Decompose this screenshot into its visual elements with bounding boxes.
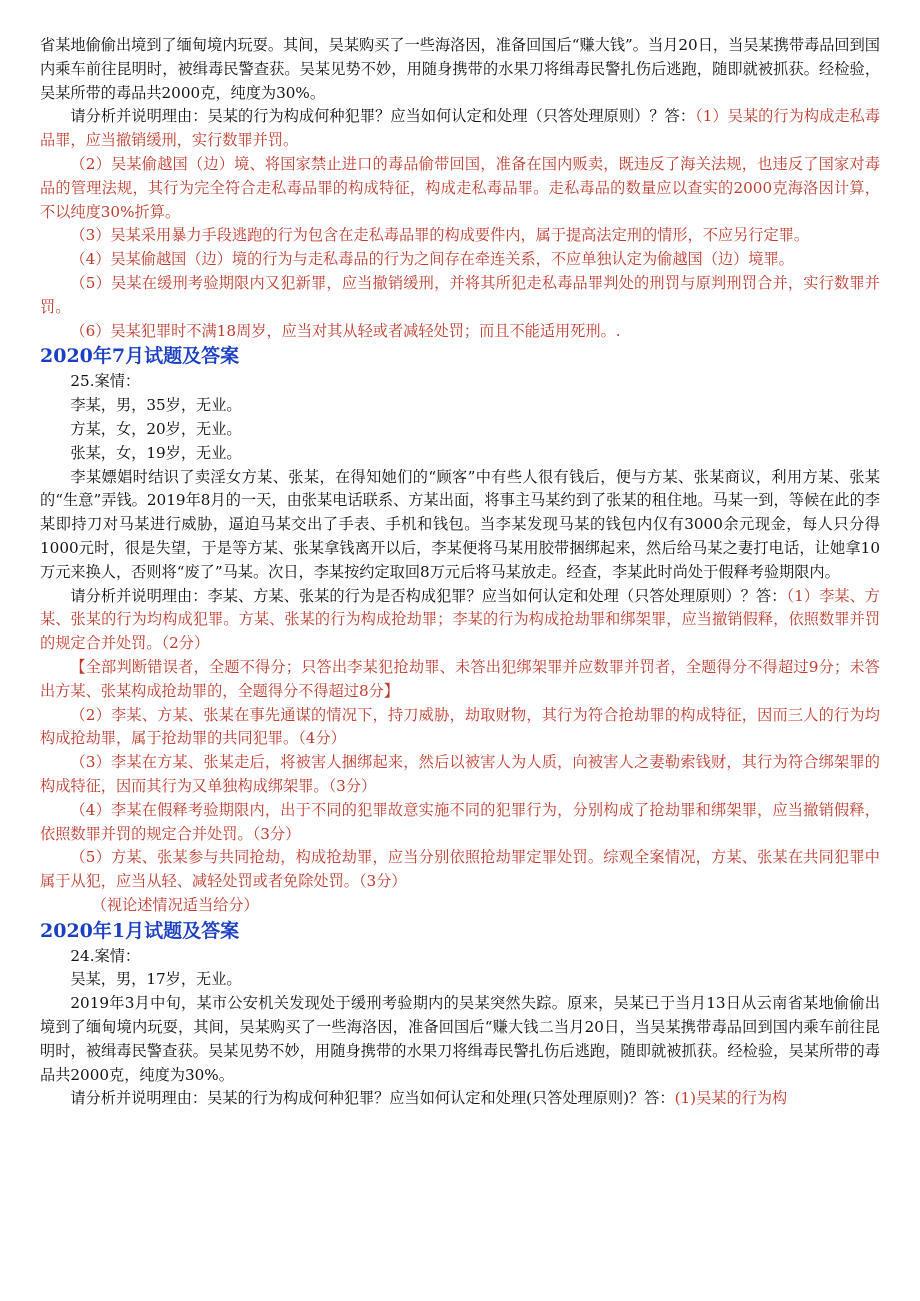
answer-item-5: （5）吴某在缓刑考验期限内又犯新罪，应当撤销缓刑，并将其所犯走私毒品罪判处的刑罚与原判刑罚合并，实行数罪并罚。: [40, 273, 880, 316]
person-line: 张某，女，19岁，无业。: [70, 443, 242, 462]
answer-item-4: （4）吴某偷越国（边）境的行为与走私毒品的行为之间存在牵连关系，不应单独认定为偷越国（边）境罪。: [70, 250, 794, 269]
person-line: 吴某，男，17岁，无业。: [70, 970, 242, 989]
question-paragraph: [40, 105, 880, 153]
case-number: 24.案情：: [70, 946, 141, 965]
answer-item-2: （2）吴某偷越国（边）境、将国家禁止进口的毒品偷带回国，准备在国内贩卖，既违反了海关法规，也违反了国家对毒品的管理法规，其行为完全符合走私毒品罪的构成特征，构成走私毒品罪。走私毒品的数量应以查实的2000克海洛因计算，不以纯度30%折算。: [40, 154, 880, 221]
answer-item-3: （3）吴某采用暴力手段逃跑的行为包含在走私毒品罪的构成要件内，属于提高法定刑的情形，不应另行定罪。: [70, 226, 810, 245]
question-paragraph: [40, 1087, 880, 1111]
answer-item-5: （5）方某、张某参与共同抢劫，构成抢劫罪，应当分别依照抢劫罪定罪处罚。综观全案情况，方某、张某在共同犯罪中属于从犯，应当从轻、减轻处罚或者免除处罚。（3分）: [40, 848, 880, 891]
case-facts: 2019年3月中旬，某市公安机关发现处于缓刑考验期内的吴某突然失踪。原来，吴某已于当月13日从云南省某地偷偷出境到了缅甸境内玩耍，其间，吴某购买了一些海洛因，准备回国后“赚大钱二当月20日，当吴某携带毒品回到国内乘车前往昆明时，被缉毒民警查获。吴某见势不妙，用随身携带的水果刀将缉毒民警扎伤后逃跑，随即就被抓获。经检验，吴某所带的毒品共2000克，纯度为30%。: [40, 994, 880, 1084]
person-line: 李某，男，35岁，无业。: [70, 396, 242, 415]
scoring-note: 【全部判断错误者，全题不得分；只答出李某犯抢劫罪、未答出犯绑架罪并应数罪并罚者，全题得分不得超过9分；未答出方某、张某构成抢劫罪的，全题得分不得超过8分】: [40, 657, 880, 700]
case-number: 25.案情：: [70, 372, 141, 391]
answer-item-1: （1）李某、方某、张某的行为均构成犯罪。方某、张某的行为构成抢劫罪；李某的行为构成抢劫罪和绑架罪，应当撤销假释，依照数罪并罚的规定合并处罚。（2分）: [40, 586, 880, 653]
question-text: 请分析并说明理由：吴某的行为构成何种犯罪？应当如何认定和处理（只答处理原则）？答：: [70, 107, 696, 126]
person-line: 方某，女，20岁，无业。: [70, 419, 242, 438]
section-heading-july: 2020年7月试题及答案: [40, 345, 240, 368]
answer-item-2: （2）李某、方某、张某在事先通谋的情况下，持刀威胁，劫取财物，其行为符合抢劫罪的构成特征，因而三人的行为均构成抢劫罪，属于抢劫罪的共同犯罪。（4分）: [40, 705, 880, 748]
case-facts-tail: 省某地偷偷出境到了缅甸境内玩耍。其间，吴某购买了一些海洛因，准备回国后“赚大钱”。当月20日，当吴某携带毒品回到国内乘车前往昆明时，被缉毒民警查获。吴某见势不妙，用随身携带的水果刀将缉毒民警扎伤后逃跑，随即就被抓获。经检验，吴某所带的毒品共2000克，纯度为30%。: [40, 36, 880, 102]
closing-note: （视论述情况适当给分）: [91, 895, 259, 914]
answer-item-6: （6）吴某犯罪时不满18周岁，应当对其从轻或者减轻处罚；而且不能适用死刑。.: [70, 321, 621, 340]
case-facts: 李某嫖娼时结识了卖淫女方某、张某，在得知她们的“顾客”中有些人很有钱后，便与方某、张某商议，利用方某、张某的“生意”弄钱。2019年8月的一天，由张某电话联系、方某出面，将事主马某约到了张某的租住地。马某一到，等候在此的李某即持刀对马某进行威胁，逼迫马某交出了手表、手机和钱包。当李某发现马某的钱包内仅有3000余元现金，每人只分得1000元时，很是失望，于是等方某、张某拿钱离开以后，李某便将马某用胶带捆绑起来，然后给马某之妻打电话，让她拿10万元来换人，否则将“废了”马某。次日，李某按约定取回8万元后将马某放走。经查，李某此时尚处于假释考验期限内。: [40, 467, 880, 581]
question-text: 请分析并说明理由：李某、方某、张某的行为是否构成犯罪？应当如何认定和处理（只答处理原则）？答：: [70, 586, 787, 605]
answer-item-4: （4）李某在假释考验期限内，出于不同的犯罪故意实施不同的犯罪行为，分别构成了抢劫罪和绑架罪，应当撤销假释，依照数罪并罚的规定合并处罚。（3分）: [40, 800, 880, 843]
answer-item-1: (1)吴某的行为构: [674, 1089, 788, 1108]
answer-item-1: （1）吴某的行为构成走私毒品罪，应当撤销缓刑，实行数罪并罚。: [40, 107, 880, 150]
answer-item-3: （3）李某在方某、张某走后，将被害人捆绑起来，然后以被害人为人质，向被害人之妻勒索钱财，其行为符合绑架罪的构成特征，因而其行为又单独构成绑架罪。（3分）: [40, 753, 880, 795]
question-paragraph: [40, 585, 880, 656]
question-text: 请分析并说明理由：吴某的行为构成何种犯罪？应当如何认定和处理(只答处理原则)？答：: [70, 1089, 675, 1108]
section-heading-january: 2020年1月试题及答案: [40, 919, 240, 942]
